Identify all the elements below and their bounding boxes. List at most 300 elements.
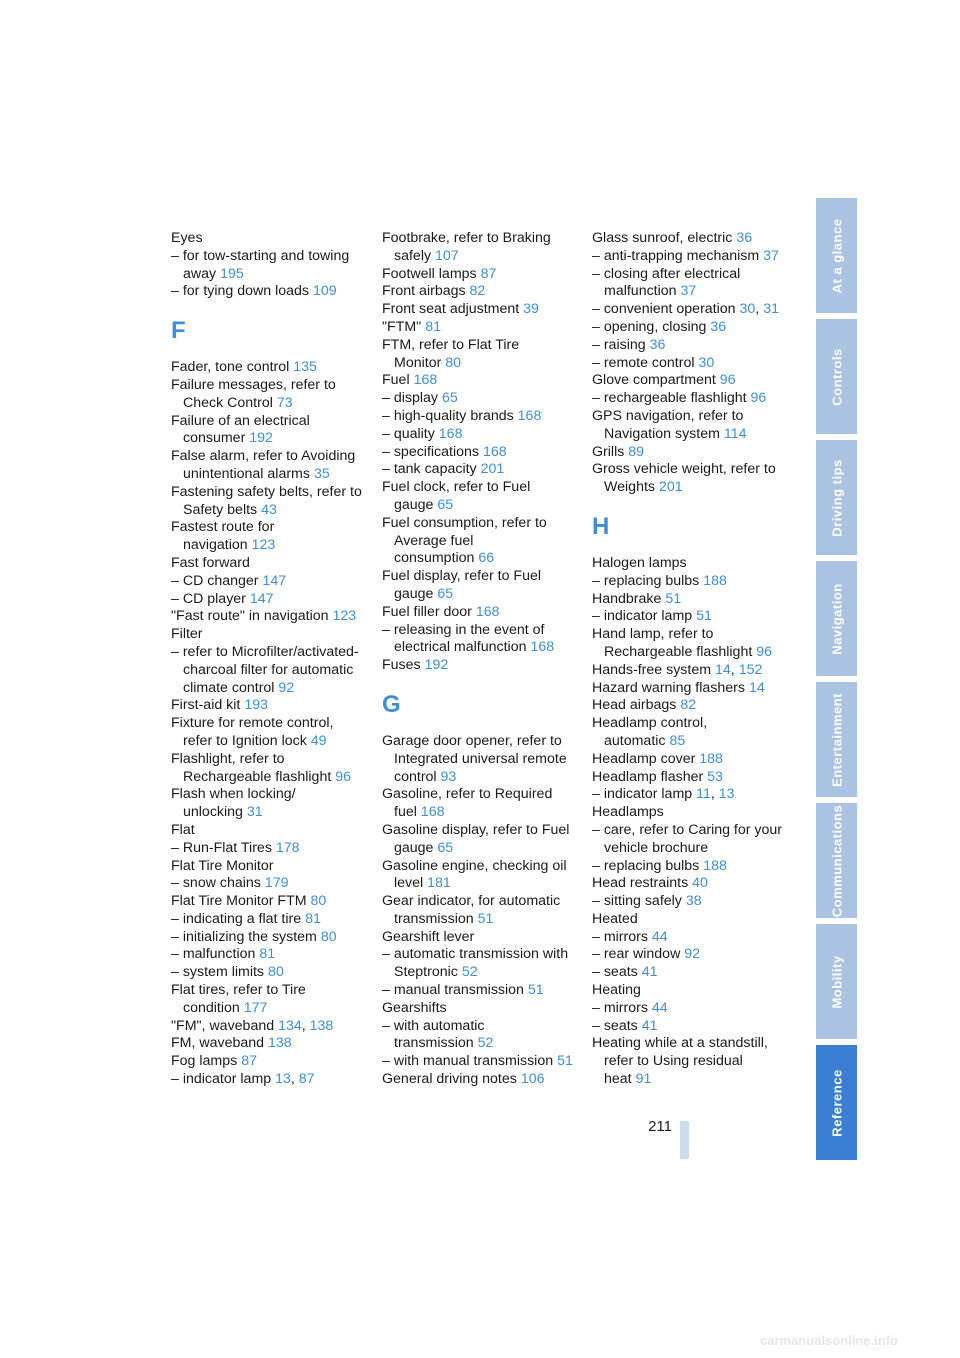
- page-link[interactable]: 168: [438, 425, 463, 442]
- page-link[interactable]: 181: [427, 875, 451, 892]
- page-link[interactable]: 177: [243, 999, 268, 1016]
- index-entry: [592, 608, 787, 626]
- page-link[interactable]: 168: [475, 603, 500, 620]
- page-link[interactable]: 82: [469, 283, 486, 300]
- entry-text: – sitting safely: [592, 893, 682, 910]
- tab-label: Communications: [829, 804, 844, 917]
- index-entry: [171, 377, 366, 413]
- index-entry: [382, 319, 577, 337]
- index-entry: [382, 946, 577, 982]
- page-link[interactable]: 81: [305, 910, 321, 927]
- entry-text: – rear window: [592, 946, 681, 963]
- section-tabs: [816, 198, 857, 1166]
- index-entry: [592, 697, 787, 715]
- index-entry: [592, 1035, 787, 1088]
- page-link[interactable]: 81: [259, 946, 276, 963]
- entry-text: Failure messages, refer to Check Control: [171, 376, 336, 411]
- page-link[interactable]: 134: [278, 1017, 302, 1034]
- page-link[interactable]: 87: [298, 1071, 315, 1088]
- page-link[interactable]: 168: [482, 443, 507, 460]
- page-number: 211: [648, 1118, 672, 1135]
- page-link[interactable]: 44: [651, 928, 668, 945]
- index-entry: [592, 875, 787, 893]
- page-link[interactable]: 36: [736, 230, 753, 246]
- page-link[interactable]: 52: [461, 964, 478, 981]
- entry-text: Fuel clock, refer to Fuel gauge: [382, 479, 531, 513]
- page-link[interactable]: 80: [267, 964, 284, 981]
- page-link[interactable]: 30: [739, 301, 756, 318]
- index-entry: [171, 858, 366, 876]
- entry-text: – high-quality brands: [382, 407, 514, 424]
- tab-label: Mobility: [829, 954, 844, 1009]
- page-link[interactable]: 193: [244, 697, 268, 714]
- tab-navigation[interactable]: [816, 561, 857, 676]
- entry-text: Fader, tone control: [171, 359, 290, 376]
- index-entry: [382, 604, 577, 622]
- index-entry: [382, 929, 577, 947]
- page-link[interactable]: 80: [310, 893, 327, 910]
- index-entry: [171, 697, 366, 715]
- page-link[interactable]: 39: [523, 301, 539, 318]
- page-link[interactable]: 14: [715, 661, 731, 678]
- entry-text: Flat Tire Monitor: [171, 857, 274, 874]
- page-link[interactable]: 40: [692, 875, 708, 892]
- entry-text: – CD changer: [171, 572, 259, 589]
- entry-text: Hazard warning flashers: [592, 679, 745, 696]
- index-entry: [171, 893, 366, 911]
- tab-mobility[interactable]: [816, 924, 857, 1039]
- entry-text: – closing after electrical malfunction: [592, 265, 741, 300]
- index-entry: [171, 946, 366, 964]
- entry-text: – raising: [592, 336, 646, 353]
- index-entry: [382, 337, 577, 373]
- watermark: carmanualsonline.info: [760, 1333, 898, 1348]
- page-link[interactable]: 168: [530, 639, 555, 656]
- entry-text: Gearshifts: [382, 999, 447, 1016]
- entry-text: – indicator lamp: [171, 1071, 272, 1088]
- entry-text: Fixture for remote control, refer to Ignition lock: [171, 715, 334, 749]
- index-entry: [382, 266, 577, 284]
- index-entry: [382, 372, 577, 390]
- index-entry: [171, 982, 366, 1018]
- tab-label: Navigation: [829, 582, 844, 655]
- entry-text: Eyes: [171, 230, 203, 246]
- page-link[interactable]: 109: [312, 283, 337, 300]
- index-column-1: [171, 230, 366, 1089]
- entry-text: "FM", waveband: [171, 1017, 275, 1034]
- page-link[interactable]: 80: [320, 928, 337, 945]
- entry-text: Heating while at a standstill, refer to Using residual heat: [592, 1035, 768, 1088]
- tab-label: Reference: [829, 1068, 844, 1137]
- page-link[interactable]: 192: [249, 430, 273, 447]
- page-link[interactable]: 106: [520, 1071, 545, 1088]
- entry-text: – rechargeable flashlight: [592, 390, 747, 407]
- entry-text: – system limits: [171, 964, 265, 981]
- page-link[interactable]: 14: [748, 679, 765, 696]
- page-link[interactable]: 107: [435, 247, 459, 264]
- index-entry: [592, 1018, 787, 1036]
- entry-text: – seats: [592, 1017, 638, 1034]
- entry-text: – for tying down loads: [171, 283, 310, 300]
- page-link[interactable]: 51: [696, 608, 712, 625]
- page-link[interactable]: 82: [680, 697, 697, 714]
- entry-text: – seats: [592, 964, 638, 981]
- entry-text: Fastening safety belts, refer to Safety belts: [171, 483, 362, 518]
- entry-text: Flat tires, refer to Tire condition: [171, 982, 306, 1016]
- tab-at-a-glance[interactable]: [816, 198, 857, 313]
- tab-label: At a glance: [829, 218, 844, 293]
- entry-text: Fastest route for navigation: [171, 519, 275, 554]
- index-entry: [171, 448, 366, 484]
- page-link[interactable]: 91: [635, 1071, 652, 1088]
- page-link[interactable]: 188: [699, 750, 723, 767]
- page-link[interactable]: 31: [246, 804, 263, 821]
- tab-label: Entertainment: [829, 692, 844, 787]
- page-link[interactable]: 135: [293, 359, 317, 376]
- index-column-3: [592, 230, 787, 1089]
- entry-text: Flashlight, refer to Rechargeable flashlight: [171, 750, 332, 785]
- index-entry: [592, 769, 787, 787]
- entry-text: Footwell lamps: [382, 265, 477, 282]
- index-entry: [592, 372, 787, 390]
- page-link[interactable]: 66: [478, 550, 495, 567]
- index-entry: [171, 1035, 366, 1053]
- entry-text: GPS navigation, refer to Navigation system: [592, 407, 744, 442]
- index-entry: [592, 893, 787, 911]
- page-link[interactable]: 201: [658, 479, 683, 496]
- page-link[interactable]: 41: [641, 964, 658, 981]
- tab-entertainment[interactable]: [816, 682, 857, 797]
- entry-text: Fuel consumption, refer to Average fuel consumption: [382, 514, 547, 567]
- index-entry: [592, 751, 787, 769]
- index-entry: [592, 929, 787, 947]
- entry-text: Halogen lamps: [592, 554, 687, 571]
- page-link[interactable]: 89: [628, 443, 645, 460]
- page-link[interactable]: 51: [665, 590, 682, 607]
- page-link[interactable]: 36: [710, 318, 727, 335]
- page-link[interactable]: 138: [268, 1035, 292, 1052]
- entry-text: Gross vehicle weight, refer to Weights: [592, 461, 776, 496]
- entry-text: Glass sunroof, electric: [592, 230, 733, 246]
- entry-text: General driving notes: [382, 1071, 517, 1088]
- index-entry: – indicator lamp 11, 13: [592, 786, 735, 803]
- entry-text: – convenient operation: [592, 301, 736, 318]
- index-entry: [592, 555, 787, 573]
- entry-text: – refer to Microfilter/activated-charcoal filter for automatic climate control: [171, 643, 359, 696]
- index-entry: [171, 1053, 366, 1071]
- index-entry: [592, 266, 787, 302]
- page-link[interactable]: 96: [750, 390, 767, 407]
- index-entry: – indicator lamp 13, 87: [171, 1071, 315, 1088]
- page-link[interactable]: 31: [763, 301, 779, 318]
- index-entry: [592, 946, 787, 964]
- index-entry: [592, 680, 787, 698]
- index-entry: [171, 519, 366, 555]
- tab-label: Driving tips: [829, 458, 844, 537]
- index-entry: [382, 230, 577, 266]
- index-entry: [592, 911, 787, 929]
- entry-text: Gearshift lever: [382, 928, 475, 945]
- page-link[interactable]: 65: [437, 839, 454, 856]
- page-link[interactable]: 188: [703, 857, 727, 874]
- page-link[interactable]: 36: [649, 336, 666, 353]
- tab-driving-tips[interactable]: [816, 440, 857, 555]
- index-entry: [592, 591, 787, 609]
- page-link[interactable]: 65: [437, 496, 454, 513]
- index-entry: [171, 413, 366, 449]
- index-entry: [382, 479, 577, 515]
- tab-reference[interactable]: [816, 1045, 857, 1160]
- index-entry: [171, 230, 366, 248]
- page-link[interactable]: 37: [680, 283, 697, 300]
- index-entry: [592, 573, 787, 591]
- index-entry: [592, 390, 787, 408]
- page-link[interactable]: 51: [477, 910, 494, 927]
- entry-text: Heating: [592, 982, 641, 999]
- entry-text: First-aid kit: [171, 697, 241, 714]
- index-entry: [382, 786, 577, 822]
- entry-text: – malfunction: [171, 946, 256, 963]
- tab-label: Controls: [829, 347, 844, 406]
- entry-text: Fuel: [382, 372, 410, 389]
- entry-text: False alarm, refer to Avoiding unintentional alarms: [171, 448, 356, 482]
- index-entry: [382, 426, 577, 444]
- index-entry: [171, 591, 366, 609]
- page-link[interactable]: 96: [719, 372, 736, 389]
- index-entry: [592, 804, 787, 822]
- page-link[interactable]: 35: [313, 465, 330, 482]
- index-entry: [171, 911, 366, 929]
- index-entry: [592, 822, 787, 858]
- index-entry: [382, 982, 577, 1000]
- entry-text: – mirrors: [592, 999, 648, 1016]
- index-entry: [382, 390, 577, 408]
- entry-text: – quality: [382, 425, 435, 442]
- page-link[interactable]: 51: [527, 982, 544, 999]
- entry-text: – Run-Flat Tires: [171, 839, 272, 856]
- page-link[interactable]: 85: [669, 732, 686, 749]
- index-entry: [171, 751, 366, 787]
- index-entry: Hands-free system 14, 152: [592, 661, 763, 678]
- entry-text: FM, waveband: [171, 1035, 265, 1052]
- page-link[interactable]: 138: [309, 1017, 334, 1034]
- page-link[interactable]: 168: [413, 372, 438, 389]
- entry-text: – CD player: [171, 590, 246, 607]
- entry-text: – opening, closing: [592, 318, 707, 335]
- page-link[interactable]: 96: [756, 643, 773, 660]
- page-link[interactable]: 44: [651, 999, 668, 1016]
- page-link[interactable]: 38: [685, 893, 702, 910]
- index-entry: [382, 858, 577, 894]
- page-link[interactable]: 51: [557, 1053, 573, 1070]
- index-entry: [382, 408, 577, 426]
- entry-text: – releasing in the event of electrical malfunction: [382, 621, 545, 656]
- page-link[interactable]: 192: [424, 657, 449, 674]
- entry-text: Filter: [171, 626, 203, 643]
- entry-text: Fast forward: [171, 554, 250, 571]
- page-link[interactable]: 11: [696, 786, 711, 803]
- page-link[interactable]: 43: [261, 501, 277, 518]
- page-link[interactable]: 201: [480, 461, 505, 478]
- page-link[interactable]: 168: [517, 407, 542, 424]
- page-link[interactable]: 53: [707, 768, 723, 785]
- index-entry: [592, 964, 787, 982]
- page-link[interactable]: 114: [723, 425, 747, 442]
- entry-text: FTM, refer to Flat Tire Monitor: [382, 336, 520, 371]
- page-link[interactable]: 179: [264, 875, 289, 892]
- index-entry: [382, 1071, 577, 1089]
- index-entry: [592, 626, 787, 662]
- index-entry: [382, 657, 577, 675]
- index-entry: [592, 355, 787, 373]
- page-link[interactable]: 13: [718, 786, 735, 803]
- page-link[interactable]: 92: [684, 946, 701, 963]
- index-entry: [171, 875, 366, 893]
- entry-text: – with manual transmission: [382, 1053, 554, 1070]
- page-link[interactable]: 49: [310, 732, 327, 749]
- index-entry: [382, 822, 577, 858]
- entry-text: – anti-trapping mechanism: [592, 247, 760, 264]
- index-entry: [382, 283, 577, 301]
- page-link[interactable]: 147: [249, 590, 274, 607]
- page-link[interactable]: 123: [332, 608, 357, 625]
- page-link[interactable]: 81: [425, 318, 441, 335]
- entry-text: Head airbags: [592, 697, 677, 714]
- entry-text: – with automatic transmission: [382, 1017, 485, 1052]
- page-link[interactable]: 96: [335, 768, 352, 785]
- page-link[interactable]: 168: [420, 804, 445, 821]
- entry-text: – remote control: [592, 354, 695, 371]
- page-link[interactable]: 188: [703, 572, 727, 589]
- index-entry: [171, 964, 366, 982]
- page-link[interactable]: 87: [241, 1053, 257, 1070]
- page-marker-bar: [680, 1121, 689, 1159]
- page-link[interactable]: 178: [275, 839, 300, 856]
- entry-text: Gasoline, refer to Required fuel: [382, 786, 553, 821]
- index-entry: [382, 622, 577, 658]
- page-link[interactable]: 41: [641, 1017, 658, 1034]
- index-entry: [171, 555, 366, 573]
- entry-text: Flash when locking/ unlocking: [171, 786, 296, 821]
- entry-text: Headlamps: [592, 804, 664, 821]
- entry-text: – for tow-starting and towing away: [171, 247, 350, 282]
- page-link[interactable]: 37: [763, 247, 779, 264]
- index-entry: [382, 444, 577, 462]
- page-link[interactable]: 65: [441, 390, 458, 407]
- entry-text: – care, refer to Caring for your vehicle brochure: [592, 821, 783, 856]
- index-entry: [592, 858, 787, 876]
- index-entry: [171, 283, 366, 301]
- entry-text: Grills: [592, 443, 625, 460]
- index-column-2: [382, 230, 577, 1089]
- index-entry: [171, 822, 366, 840]
- index-entry: – convenient operation 30, 31: [592, 301, 779, 318]
- index-entry: [171, 248, 366, 284]
- entry-text: Front seat adjustment: [382, 301, 520, 318]
- index-entry: [592, 461, 787, 497]
- entry-text: Garage door opener, refer to Integrated universal remote control: [382, 732, 567, 785]
- section-letter: F: [171, 317, 186, 345]
- index-entry: [171, 359, 366, 377]
- page-link[interactable]: 13: [275, 1071, 291, 1088]
- index-entry: [592, 444, 787, 462]
- entry-text: Fog lamps: [171, 1053, 238, 1070]
- entry-text: Gear indicator, for automatic transmission: [382, 893, 561, 927]
- page-link[interactable]: 195: [220, 265, 244, 282]
- index-entry: [382, 1018, 577, 1054]
- index-entry: [592, 248, 787, 266]
- entry-text: – automatic transmission with Steptronic: [382, 946, 569, 981]
- entry-text: "Fast route" in navigation: [171, 608, 329, 625]
- page-link[interactable]: 80: [445, 354, 462, 371]
- index-entry: [171, 715, 366, 751]
- entry-text: Flat: [171, 821, 195, 838]
- entry-text: Hands-free system: [592, 661, 712, 678]
- index-entry: [171, 484, 366, 520]
- page-link[interactable]: 152: [738, 661, 763, 678]
- page-link[interactable]: 52: [477, 1035, 494, 1052]
- index-entry: "FM", waveband 134, 138: [171, 1017, 334, 1034]
- entry-text: – snow chains: [171, 875, 261, 892]
- entry-text: Flat Tire Monitor FTM: [171, 893, 307, 910]
- entry-text: Gasoline display, refer to Fuel gauge: [382, 821, 570, 856]
- entry-text: Fuses: [382, 657, 421, 674]
- section-letter: G: [382, 690, 401, 718]
- page-link[interactable]: 73: [276, 394, 293, 411]
- page-link[interactable]: 123: [251, 537, 276, 554]
- tab-communications[interactable]: [816, 803, 857, 918]
- index-entry: [382, 733, 577, 786]
- index-entry: [382, 1000, 577, 1018]
- entry-text: Footbrake, refer to Braking safely: [382, 230, 551, 264]
- page-link[interactable]: 92: [278, 679, 295, 696]
- entry-text: – replacing bulbs: [592, 857, 700, 874]
- index-entry: [382, 893, 577, 929]
- index-entry: [592, 230, 787, 248]
- index-entry: [592, 715, 787, 751]
- index-entry: [171, 786, 366, 822]
- entry-text: Fuel display, refer to Fuel gauge: [382, 568, 542, 602]
- tab-controls[interactable]: [816, 319, 857, 434]
- index-entry: [592, 982, 787, 1000]
- entry-text: Handbrake: [592, 590, 662, 607]
- page-link[interactable]: 65: [437, 585, 454, 602]
- entry-text: Hand lamp, refer to Rechargeable flashlight: [592, 626, 753, 660]
- entry-text: – tank capacity: [382, 461, 477, 478]
- entry-text: – indicator lamp: [592, 786, 693, 803]
- index-entry: [592, 337, 787, 355]
- index-entry: [382, 568, 577, 604]
- entry-text: – manual transmission: [382, 982, 524, 999]
- page-link[interactable]: 30: [698, 354, 715, 371]
- entry-text: Headlamp control, automatic: [592, 715, 708, 749]
- page-link[interactable]: 93: [440, 768, 457, 785]
- entry-text: – specifications: [382, 443, 479, 460]
- entry-text: Fuel filler door: [382, 603, 472, 620]
- entry-text: Heated: [592, 910, 638, 927]
- index-entry: [171, 644, 366, 697]
- index-entry: [171, 626, 366, 644]
- page-link[interactable]: 87: [480, 265, 497, 282]
- entry-text: Gasoline engine, checking oil level: [382, 857, 567, 892]
- entry-text: – indicating a flat tire: [171, 910, 302, 927]
- entry-text: Glove compartment: [592, 372, 716, 389]
- index-entry: [171, 929, 366, 947]
- index-entry: [592, 319, 787, 337]
- page-link[interactable]: 147: [262, 572, 287, 589]
- entry-text: Head restraints: [592, 875, 689, 892]
- entry-text: – mirrors: [592, 928, 648, 945]
